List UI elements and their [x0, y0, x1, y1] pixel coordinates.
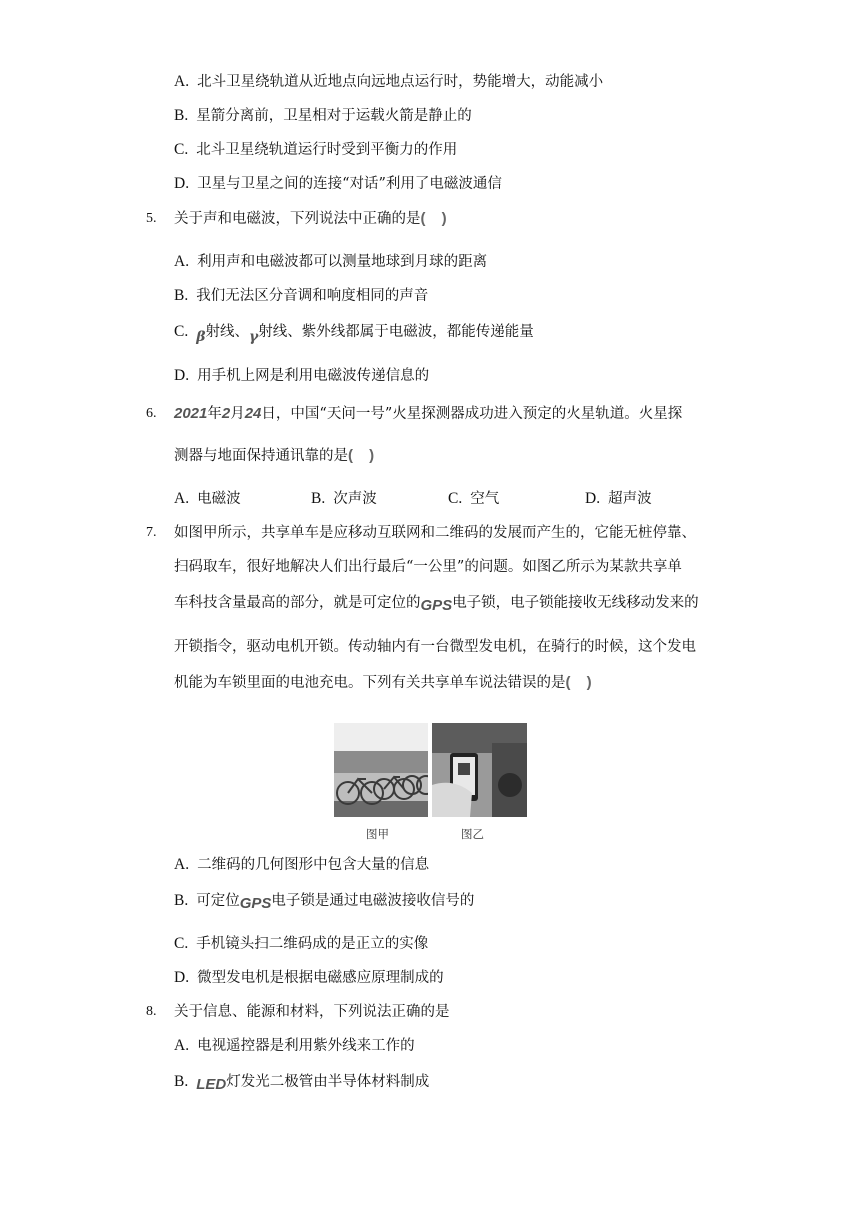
- q7-option-d: D. 微型发电机是根据电磁感应原理制成的: [174, 969, 444, 986]
- q4-option-a: A. 北斗卫星绕轨道从近地点向远地点运行时，势能增大，动能减小: [174, 73, 604, 90]
- q5-option-c: C. β射线、γ射线、紫外线都属于电磁波，都能传递能量: [174, 323, 534, 345]
- q6-day: 24: [244, 405, 262, 422]
- figure-jia-caption: 图甲: [366, 829, 389, 841]
- q7-stem-line1: 如图甲所示，共享单车是应移动互联网和二维码的发展而产生的，它能无桩停靠、: [174, 525, 696, 541]
- q6-number: 6.: [146, 406, 157, 421]
- q5-stem: 关于声和电磁波，下列说法中正确的是( ): [174, 210, 453, 227]
- q6-answer-bracket: ( ): [348, 447, 381, 464]
- q6-year: 2021: [174, 405, 208, 422]
- figure-yi-phone-lock-photo: [432, 723, 527, 817]
- q6-stem-line1: 2021年2月24日，中国“天问一号”火星探测器成功进入预定的火星轨道。火星探: [174, 405, 683, 422]
- q6-option-d: D. 超声波: [585, 490, 652, 507]
- q7-answer-bracket: ( ): [565, 674, 598, 691]
- figure-jia-bikes-photo: [334, 723, 428, 817]
- q6-month: 2: [221, 405, 231, 422]
- q7-option-b-gps-term: GPS: [239, 895, 272, 912]
- q5-option-d: D. 用手机上网是利用电磁波传递信息的: [174, 367, 430, 384]
- q7-option-a: A. 二维码的几何图形中包含大量的信息: [174, 856, 430, 873]
- shared-bike-figure: [334, 723, 527, 845]
- q7-option-b: B. 可定位GPS电子锁是通过电磁波接收信号的: [174, 892, 475, 912]
- q5-number: 5.: [146, 211, 157, 226]
- q6-option-c: C. 空气: [448, 490, 500, 507]
- q6-option-b: B. 次声波: [311, 490, 377, 507]
- q7-gps-term: GPS: [420, 597, 453, 614]
- q5-option-a: A. 利用声和电磁波都可以测量地球到月球的距离: [174, 253, 488, 270]
- q5-option-b: B. 我们无法区分音调和响度相同的声音: [174, 287, 429, 304]
- q7-number: 7.: [146, 525, 157, 540]
- q7-stem-line3: 车科技含量最高的部分，就是可定位的GPS电子锁，电子锁能接收无线移动发来的: [174, 595, 699, 614]
- q4-option-b: B. 星箭分离前，卫星相对于运载火箭是静止的: [174, 107, 472, 124]
- q8-number: 8.: [146, 1004, 157, 1019]
- q8-option-b: B. LED灯发光二极管由半导体材料制成: [174, 1073, 430, 1093]
- q4-option-c: C. 北斗卫星绕轨道运行时受到平衡力的作用: [174, 141, 458, 158]
- q6-stem-line2: 测器与地面保持通讯靠的是( ): [174, 447, 381, 464]
- q5-answer-bracket: ( ): [420, 210, 453, 227]
- gamma-symbol: γ: [249, 329, 259, 345]
- q8-option-a: A. 电视遥控器是利用紫外线来工作的: [174, 1037, 415, 1054]
- q8-led-term: LED: [196, 1076, 227, 1093]
- q4-option-d: D. 卫星与卫星之间的连接“对话”利用了电磁波通信: [174, 175, 502, 192]
- figure-yi-caption: 图乙: [461, 829, 484, 841]
- q7-option-c: C. 手机镜头扫二维码成的是正立的实像: [174, 935, 429, 952]
- q7-stem-line2: 扫码取车，很好地解决人们出行最后“一公里”的问题。如图乙所示为某款共享单: [174, 559, 682, 575]
- q7-stem-line5: 机能为车锁里面的电池充电。下列有关共享单车说法错误的是( ): [174, 674, 598, 691]
- beta-symbol: β: [196, 329, 206, 345]
- q8-stem: 关于信息、能源和材料，下列说法正确的是: [174, 1004, 450, 1020]
- q6-option-a: A. 电磁波: [174, 490, 241, 507]
- q7-stem-line4: 开锁指令，驱动电机开锁。传动轴内有一台微型发电机，在骑行的时候，这个发电: [174, 639, 696, 655]
